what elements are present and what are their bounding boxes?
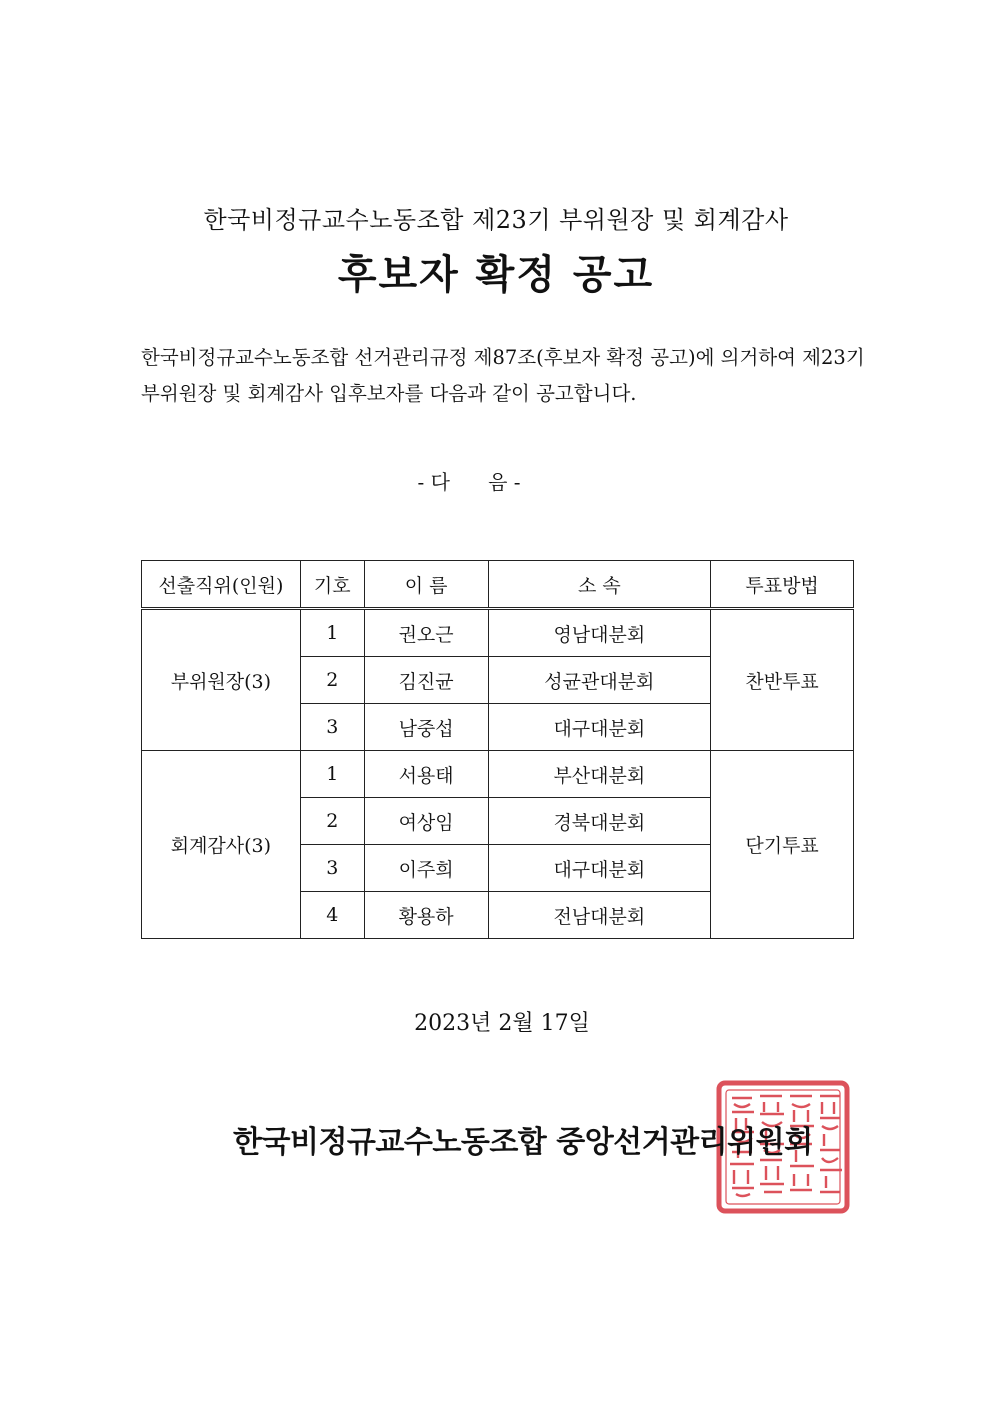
candidate-table [141,560,854,939]
table-header-row [142,561,854,609]
header-affiliation: 소 속 [488,561,711,609]
candidate-number: 3 [300,845,364,892]
candidate-affiliation: 부산대분회 [488,751,711,798]
candidate-affiliation: 대구대분회 [488,704,711,751]
candidate-number: 2 [300,798,364,845]
voting-method-cell: 단기투표 [711,751,854,939]
header-number: 기호 [300,561,364,609]
candidate-affiliation: 대구대분회 [488,845,711,892]
notice-body-line: 부위원장 및 회계감사 입후보자를 다음과 같이 공고합니다. [141,382,637,405]
candidate-affiliation: 경북대분회 [488,798,711,845]
header-voting-method: 투표방법 [711,561,854,609]
candidate-name: 권오근 [364,609,488,657]
section-marker: - 다 음 - [417,470,521,494]
candidate-number: 3 [300,704,364,751]
candidate-affiliation: 성균관대분회 [488,657,711,704]
header-name: 이 름 [364,561,488,609]
notice-title: 후보자 확정 공고 [337,252,655,298]
position-cell: 회계감사(3) [142,751,301,939]
header-position: 선출직위(인원) [142,561,301,609]
candidate-name: 김진균 [364,657,488,704]
candidate-affiliation: 전남대분회 [488,892,711,939]
voting-method-cell: 찬반투표 [711,609,854,751]
notice-body [141,340,876,412]
notice-body-line: 한국비정규교수노동조합 선거관리규정 제87조(후보자 확정 공고)에 의거하여 제23기 [141,346,865,369]
candidate-name: 여상임 [364,798,488,845]
position-cell: 부위원장(3) [142,609,301,751]
organization-name: 한국비정규교수노동조합 중앙선거관리위원회 [233,1125,813,1160]
candidate-name: 이주희 [364,845,488,892]
notice-subtitle: 한국비정규교수노동조합 제23기 부위원장 및 회계감사 [203,206,789,234]
notice-date: 2023년 2월 17일 [414,1011,590,1036]
candidate-name: 황용하 [364,892,488,939]
candidate-name: 남중섭 [364,704,488,751]
candidate-number: 2 [300,657,364,704]
candidate-number: 1 [300,751,364,798]
candidate-number: 4 [300,892,364,939]
table-row [142,609,854,657]
table-row [142,751,854,798]
candidate-name: 서용태 [364,751,488,798]
candidate-affiliation: 영남대분회 [488,609,711,657]
candidate-number: 1 [300,609,364,657]
